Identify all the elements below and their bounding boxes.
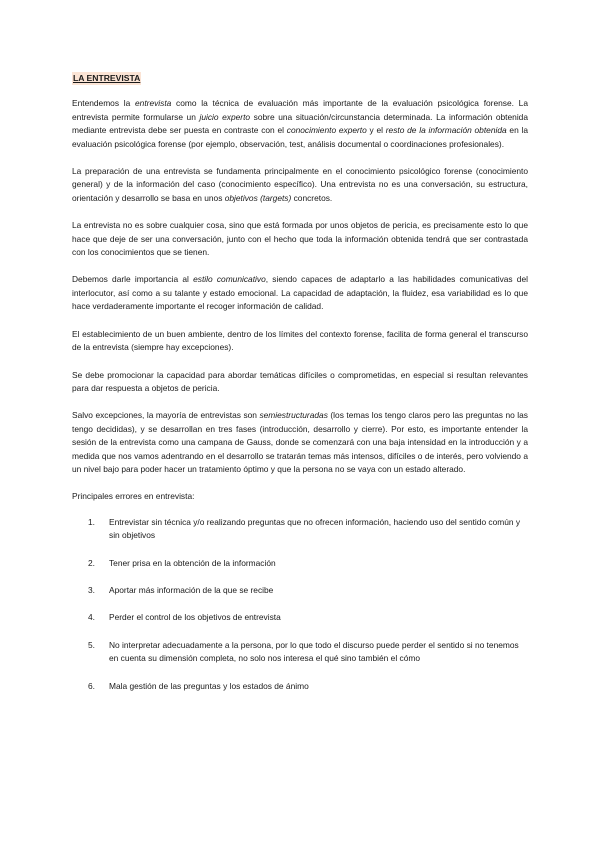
paragraphs — [72, 97, 528, 476]
list-item-text: No interpretar adecuadamente a la persona, por lo que todo el discurso puede perder el sentido si no tenemos en cuenta su dimensión completa, no solo nos interesa el qué sino también el cómo — [109, 639, 519, 664]
paragraph — [72, 369, 528, 396]
errors-intro: Principales errores en entrevista: — [72, 491, 195, 502]
list-item-number: 5. — [88, 639, 95, 650]
text-run: , siendo capaces de adaptarlo a las habilidades comunicativas del interlocutor, así como a su talante y estado emocional. La capacidad de adaptación, la fluidez, esa variabilidad es lo que hace verdaderamente importante el recoger información de calidad. — [72, 274, 528, 312]
italic-phrase: conocimiento experto — [286, 125, 367, 136]
text-run: en la evaluación psicológica forense (por ejemplo, observación, test, análisis documental o coordinaciones profesionales). — [72, 125, 529, 149]
paragraph — [72, 409, 528, 476]
list-item-text: Perder el control de los objetivos de entrevista — [109, 612, 281, 623]
errors-list — [72, 516, 528, 693]
paragraph — [72, 165, 528, 205]
text-run: La preparación de una entrevista se fundamenta principalmente en el conocimiento psicológico forense (conocimiento general) y de la información del caso (conocimiento específico). Una entrevista no es una conversación, su estructura, orientación y desarrollo se basa en unos — [72, 166, 528, 203]
paragraph — [72, 328, 528, 355]
list-item — [72, 557, 528, 570]
list-item — [72, 680, 528, 693]
text-run: El establecimiento de un buen ambiente, dentro de los límites del contexto forense, facilita de forma general el transcurso de la entrevista (siempre hay excepciones). — [72, 328, 528, 353]
list-item-text: Aportar más información de la que se recibe — [109, 584, 274, 595]
paragraph — [72, 97, 528, 151]
list-item-number: 4. — [88, 612, 95, 623]
text-run: Entendemos la — [72, 98, 136, 109]
text-run: concretos. — [291, 192, 333, 203]
list-item — [72, 611, 528, 624]
document-body — [72, 72, 528, 707]
text-run: Debemos darle importancia al — [72, 274, 194, 285]
list-item — [72, 516, 528, 543]
text-run: sobre una situación/circunstancia determinada. La información obtenida mediante entrevista debe ser puesta en contraste con el — [72, 111, 528, 136]
list-item — [72, 584, 528, 597]
text-run: Salvo excepciones, la mayoría de entrevistas son — [72, 410, 260, 421]
list-item-text: Tener prisa en la obtención de la información — [109, 557, 276, 568]
text-run: Se debe promocionar la capacidad para abordar temáticas difíciles o comprometidas, en especial si resultan relevantes para dar respuesta a objetos de pericia. — [72, 369, 528, 393]
text-run: y el — [366, 125, 386, 136]
italic-phrase: entrevista — [135, 98, 172, 109]
italic-phrase: semiestructuradas — [259, 410, 328, 421]
text-run: La entrevista no es sobre cualquier cosa, sino que está formada por unos objetos de pericia, es precisamente esto lo que hace que deje de ser una conversación, junto con el hecho que toda la información obtenida tendrá que ser contrastada con los conocimientos que se tienen. — [72, 220, 528, 258]
italic-phrase: objetivos (targets) — [224, 192, 292, 203]
list-item-number: 2. — [88, 557, 95, 568]
italic-phrase: juicio experto — [199, 111, 251, 122]
text-run: (los temas los tengo claros pero las preguntas no las tengo decididas), y se desarrollan en tres fases (introducción, desarrollo y cierre). Por esto, es importante entender la sesión de la entrevista como una campana de Gauss, donde se comenzará con una baja intensidad en la introducción y a medida que nos vamos adentrando en el desarrollo se tratarán temas más intensos, difíciles o de interés, pero volviendo a un nivel bajo para poder hacer un tratamiento óptimo y que la persona no se vaya con un estado alterado. — [72, 410, 528, 474]
list-item — [72, 639, 528, 666]
italic-phrase: resto de la información obtenida — [385, 125, 507, 136]
list-item-number: 6. — [88, 680, 95, 691]
list-item-number: 3. — [88, 584, 95, 595]
document-title: LA ENTREVISTA — [72, 72, 141, 85]
list-item-text: Mala gestión de las preguntas y los estados de ánimo — [109, 680, 309, 691]
text-run: como la técnica de evaluación más importante de la evaluación psicológica forense. La entrevista permite formularse un — [72, 98, 529, 122]
list-item-text: Entrevistar sin técnica y/o realizando preguntas que no ofrecen información, haciendo uso del sentido común y sin objetivos — [109, 516, 521, 541]
paragraph — [72, 273, 528, 313]
italic-phrase: estilo comunicativo — [193, 274, 266, 285]
list-item-number: 1. — [88, 516, 95, 527]
paragraph — [72, 219, 528, 259]
